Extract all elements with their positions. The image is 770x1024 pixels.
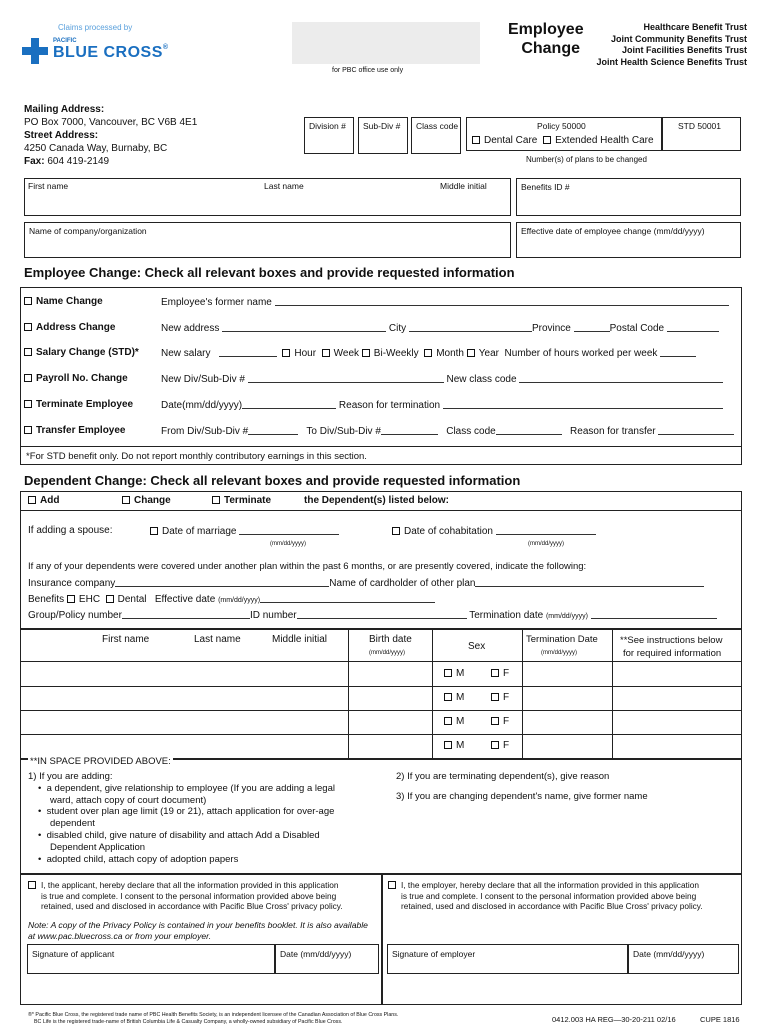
marriage-input[interactable] xyxy=(239,525,339,535)
male-checkbox[interactable] xyxy=(444,693,452,701)
payroll-change-row xyxy=(24,373,517,385)
transfer-class-label: Class code xyxy=(446,426,496,437)
from-div-input[interactable] xyxy=(248,425,298,435)
table-col-line xyxy=(432,629,433,759)
instruction-bullet: • disabled child, give nature of disability and attach Add a Disabled xyxy=(38,829,320,841)
terminate-checkbox[interactable] xyxy=(212,496,220,504)
other-term-fmt: (mm/dd/yyyy) xyxy=(545,613,588,620)
name-change-checkbox[interactable] xyxy=(24,297,32,305)
division-box[interactable] xyxy=(304,117,354,154)
cross-icon xyxy=(22,38,48,64)
col-birth-date-fmt: (mm/dd/yyyy) xyxy=(369,650,405,656)
term-date-input[interactable] xyxy=(242,399,336,409)
transfer-class-input[interactable] xyxy=(496,425,562,435)
female-label: F xyxy=(503,716,510,727)
reason-transfer-input[interactable] xyxy=(658,425,734,435)
col-sex: Sex xyxy=(468,641,486,652)
table-row-line xyxy=(20,661,742,662)
salary-change-checkbox[interactable] xyxy=(24,348,32,356)
year-label: Year xyxy=(478,348,499,359)
brand-name: BLUE CROSS xyxy=(53,44,163,61)
terminate-label: Terminate xyxy=(224,495,272,506)
fax-value: 604 419-2149 xyxy=(47,156,110,167)
new-class-input[interactable] xyxy=(519,373,723,383)
employer-declaration-line: is true and complete. I consent to the personal information provided above being xyxy=(401,890,697,901)
new-salary-label: New salary xyxy=(161,348,211,359)
instruction-bullet: • a dependent, give relationship to employee (If you are adding a legal xyxy=(38,782,335,794)
division-label: Division # xyxy=(309,121,346,131)
marriage-date-fmt: (mm/dd/yyyy) xyxy=(270,541,306,547)
table-col-line xyxy=(522,629,523,759)
employee-change-heading: Employee Change: Check all relevant boxes and provide requested information xyxy=(24,265,515,280)
other-dental-checkbox[interactable] xyxy=(106,595,114,603)
change-label: Change xyxy=(134,495,171,506)
col-termination-date-fmt: (mm/dd/yyyy) xyxy=(541,650,577,656)
other-ehc-checkbox[interactable] xyxy=(67,595,75,603)
female-label: F xyxy=(503,668,510,679)
new-address-input[interactable] xyxy=(222,322,386,332)
insurance-label: Insurance company xyxy=(28,578,116,589)
transfer-employee-checkbox[interactable] xyxy=(24,426,32,434)
biweekly-label: Bi-Weekly xyxy=(373,348,419,359)
name-change-row xyxy=(24,296,272,308)
salary-change-row xyxy=(24,347,658,359)
terminate-employee-checkbox[interactable] xyxy=(24,400,32,408)
company-box[interactable] xyxy=(24,222,511,258)
benefits-row xyxy=(28,593,435,605)
female-checkbox[interactable] xyxy=(491,693,499,701)
hour-label: Hour xyxy=(294,348,317,359)
applicant-declaration-line: I, the applicant, hereby declare that all the information provided in this application xyxy=(41,880,339,890)
new-class-label: New class code xyxy=(446,374,517,385)
month-checkbox[interactable] xyxy=(424,349,432,357)
ehc-checkbox[interactable] xyxy=(543,136,551,144)
change-checkbox[interactable] xyxy=(122,496,130,504)
cohabitation-date-fmt: (mm/dd/yyyy) xyxy=(528,541,564,547)
instruction-bullet-cont: ward, attach copy of court document) xyxy=(50,794,207,806)
employer-date-label: Date (mm/dd/yyyy) xyxy=(633,949,705,959)
employer-signature-label: Signature of employer xyxy=(392,949,476,959)
transfer-group xyxy=(161,425,734,437)
company-label: Name of company/organization xyxy=(29,226,147,236)
city-input[interactable] xyxy=(409,322,532,332)
id-number-input[interactable] xyxy=(297,609,467,619)
applicant-declaration xyxy=(28,880,343,912)
fax-label: Fax: xyxy=(24,156,45,167)
applicant-signature-label: Signature of applicant xyxy=(32,949,115,959)
reason-term-label: Reason for termination xyxy=(338,400,441,411)
address-change-label: Address Change xyxy=(36,322,116,333)
hour-checkbox[interactable] xyxy=(282,349,290,357)
mailing-value: PO Box 7000, Vancouver, BC V6B 4E1 xyxy=(24,117,198,128)
group-label: Group/Policy number xyxy=(28,610,122,621)
transfer-employee-row xyxy=(24,425,656,437)
std-note: *For STD benefit only. Do not report monthly contributory earnings in this section. xyxy=(26,451,367,462)
std-note-divider xyxy=(20,446,742,447)
biweekly-checkbox[interactable] xyxy=(362,349,370,357)
plan-options xyxy=(472,135,654,146)
form-title xyxy=(508,20,584,58)
new-salary-input[interactable] xyxy=(219,347,277,357)
col-last-name: Last name xyxy=(194,634,241,645)
city-label: City xyxy=(388,323,407,334)
applicant-signature-box[interactable] xyxy=(27,944,275,974)
std-label: STD 50001 xyxy=(678,121,721,131)
see-instructions-line-2: for required information xyxy=(623,648,722,659)
subdiv-label: Sub-Div # xyxy=(363,121,401,131)
applicant-declaration-checkbox[interactable] xyxy=(28,881,36,889)
office-use-box xyxy=(292,22,480,64)
salary-change-label: Salary Change (STD)* xyxy=(36,347,139,358)
female-checkbox[interactable] xyxy=(491,669,499,677)
dependent-action-row xyxy=(28,495,450,506)
table-col-line xyxy=(348,629,349,759)
effective-date-label: Effective date of employee change (mm/dd/yyyy) xyxy=(521,226,705,236)
to-div-input[interactable] xyxy=(381,425,438,435)
trust-item: Healthcare Benefit Trust xyxy=(643,22,747,32)
cupe-code: CUPE 1816 xyxy=(700,1015,740,1024)
address-group xyxy=(161,322,719,334)
address-change-checkbox[interactable] xyxy=(24,323,32,331)
female-label: F xyxy=(503,692,510,703)
cohabitation-group xyxy=(392,525,596,537)
address-block xyxy=(24,103,197,168)
cohabitation-input[interactable] xyxy=(496,525,596,535)
terminate-employee-row xyxy=(24,399,441,411)
former-name-group xyxy=(161,296,729,308)
form-title-line-2: Change xyxy=(521,40,580,57)
middle-initial-label[interactable]: Middle initial xyxy=(440,181,487,191)
action-row-divider xyxy=(20,510,742,511)
from-div-label: From Div/Sub-Div # xyxy=(161,426,249,437)
footer-line: BC Life is the registered trade-name of British Columbia Life & Casualty Company, a wholly-owned subsidiary of Pacific Blue Cross. xyxy=(34,1019,343,1024)
group-row xyxy=(28,609,717,621)
class-code-box[interactable] xyxy=(411,117,461,154)
spouse-label: If adding a spouse: xyxy=(28,525,113,536)
std-box[interactable] xyxy=(662,117,741,151)
brand-mark: ® xyxy=(162,44,169,51)
female-checkbox[interactable] xyxy=(491,717,499,725)
applicant-declaration-line: is true and complete. I consent to the personal information provided above being xyxy=(41,890,337,901)
male-label: M xyxy=(456,716,465,727)
form-title-line-1: Employee xyxy=(508,21,584,38)
fax-line xyxy=(24,155,197,168)
name-change-label: Name Change xyxy=(36,296,103,307)
reason-term-input[interactable] xyxy=(443,399,723,409)
policy-label: Policy 50000 xyxy=(537,121,586,131)
male-checkbox[interactable] xyxy=(444,717,452,725)
term-date-label: Date(mm/dd/yyyy) xyxy=(161,400,243,411)
privacy-note-line: at www.pac.bluecross.ca or from your employer. xyxy=(28,931,212,941)
sex-options-row-2 xyxy=(444,692,510,703)
trust-item: Joint Community Benefits Trust xyxy=(610,33,747,44)
effective-date-box[interactable] xyxy=(516,222,741,258)
insurance-input[interactable] xyxy=(115,577,329,587)
male-label: M xyxy=(456,692,465,703)
salary-group xyxy=(161,347,696,359)
footer-legal xyxy=(28,1012,398,1024)
applicant-date-box[interactable] xyxy=(275,944,379,974)
change-option xyxy=(122,495,171,506)
applicant-declaration-line: retained, used and disclosed in accordance with Pacific Blue Cross' privacy policy. xyxy=(41,901,343,911)
new-address-label: New address xyxy=(161,323,220,334)
year-checkbox[interactable] xyxy=(467,349,475,357)
male-checkbox[interactable] xyxy=(444,741,452,749)
privacy-note xyxy=(28,920,368,942)
claims-processed-by: Claims processed by xyxy=(58,23,133,32)
week-label: Week xyxy=(333,348,360,359)
benefits-label: Benefits xyxy=(28,594,65,605)
marriage-checkbox[interactable] xyxy=(150,527,158,535)
province-input[interactable] xyxy=(574,322,610,332)
instruction-bullet: • adopted child, attach copy of adoption papers xyxy=(38,853,239,865)
province-label: Province xyxy=(531,323,571,334)
table-col-line xyxy=(612,629,613,759)
hours-worked-input[interactable] xyxy=(660,347,696,357)
new-div-label: New Div/Sub-Div # xyxy=(161,374,245,385)
reason-transfer-label: Reason for transfer xyxy=(570,426,656,437)
other-effective-label: Effective date xyxy=(154,594,216,605)
terminate-group xyxy=(161,399,723,411)
employer-declaration-line: I, the employer, hereby declare that all the information provided in this application xyxy=(401,880,699,890)
cardholder-input[interactable] xyxy=(475,577,704,587)
benefits-id-box[interactable] xyxy=(516,178,741,216)
sex-options-row-4 xyxy=(444,740,510,751)
add-checkbox[interactable] xyxy=(28,496,36,504)
trust-item: Joint Facilities Benefits Trust xyxy=(621,45,747,55)
applicant-date-label: Date (mm/dd/yyyy) xyxy=(280,949,352,959)
listed-below-label: the Dependent(s) listed below: xyxy=(304,495,450,506)
policy-box xyxy=(466,117,662,151)
postal-code-label: Postal Code xyxy=(609,323,665,334)
marriage-group xyxy=(150,525,339,537)
first-name-label[interactable]: First name xyxy=(28,181,69,191)
week-checkbox[interactable] xyxy=(322,349,330,357)
marriage-label: Date of marriage xyxy=(162,526,237,537)
col-termination-date: Termination Date xyxy=(526,634,598,645)
last-name-label[interactable]: Last name xyxy=(264,181,304,191)
blue-cross-logo xyxy=(22,37,202,67)
payroll-change-checkbox[interactable] xyxy=(24,374,32,382)
cohabitation-checkbox[interactable] xyxy=(392,527,400,535)
payroll-group xyxy=(161,373,723,385)
table-row-line xyxy=(20,710,742,711)
street-label: Street Address: xyxy=(24,130,99,141)
employer-declaration-checkbox[interactable] xyxy=(388,881,396,889)
former-name-label: Employee's former name xyxy=(161,297,272,308)
other-ehc-label: EHC xyxy=(78,594,101,605)
other-dental-label: Dental xyxy=(117,594,147,605)
terminate-employee-label: Terminate Employee xyxy=(36,399,134,410)
col-middle-initial: Middle initial xyxy=(272,634,328,645)
female-checkbox[interactable] xyxy=(491,741,499,749)
female-option xyxy=(491,716,509,727)
cohabitation-label: Date of cohabitation xyxy=(404,526,493,537)
changing-instruction: 3) If you are changing dependent's name, give former name xyxy=(396,791,648,802)
former-name-input[interactable] xyxy=(275,296,729,306)
terminating-instruction: 2) If you are terminating dependent(s), give reason xyxy=(396,771,610,782)
instructions-left xyxy=(28,771,335,865)
dental-label: Dental Care xyxy=(484,135,538,146)
insurance-row xyxy=(28,577,704,589)
plans-changed-label: Number(s) of plans to be changed xyxy=(526,155,647,164)
transfer-employee-label: Transfer Employee xyxy=(36,425,126,436)
trust-list xyxy=(585,22,747,68)
col-birth-date: Birth date xyxy=(369,634,412,645)
id-number-label: ID number xyxy=(249,610,297,621)
see-instructions-line-1: **See instructions below xyxy=(620,635,723,646)
col-see-instructions xyxy=(620,634,722,660)
other-term-label: Termination date xyxy=(469,610,544,621)
benefits-id-label: Benefits ID # xyxy=(521,182,570,192)
female-option xyxy=(491,740,509,751)
employer-date-box[interactable] xyxy=(628,944,739,974)
other-term-input[interactable] xyxy=(591,609,717,619)
ehc-label: Extended Health Care xyxy=(555,135,654,146)
dental-checkbox[interactable] xyxy=(472,136,480,144)
mailing-label: Mailing Address: xyxy=(24,104,105,115)
table-row-line xyxy=(20,686,742,687)
male-label: M xyxy=(456,740,465,751)
brand-small: PACIFIC xyxy=(53,38,77,44)
other-effective-input[interactable] xyxy=(260,593,435,603)
employer-signature-box[interactable] xyxy=(387,944,628,974)
trust-item: Joint Health Science Benefits Trust xyxy=(596,56,747,67)
cardholder-label: Name of cardholder of other plan xyxy=(329,578,476,589)
month-label: Month xyxy=(436,348,464,359)
class-code-label: Class code xyxy=(416,121,459,131)
table-row-line xyxy=(20,734,742,735)
male-checkbox[interactable] xyxy=(444,669,452,677)
footer-line: ®* Pacific Blue Cross, the registered trade name of PBC Health Benefits Society, is an independent licensee of the Canadian Association of Blue Cross Plans. xyxy=(28,1012,399,1018)
instructions-heading: **IN SPACE PROVIDED ABOVE: xyxy=(30,756,171,767)
privacy-note-line: Note: A copy of the Privacy Policy is contained in your benefits booklet. It is also available xyxy=(28,920,368,930)
instruction-bullet-cont: dependent xyxy=(50,818,95,830)
group-input[interactable] xyxy=(122,609,250,619)
subdiv-box[interactable] xyxy=(358,117,408,154)
employer-declaration xyxy=(388,880,703,912)
female-label: F xyxy=(503,740,510,751)
female-option xyxy=(491,692,509,703)
new-div-input[interactable] xyxy=(248,373,444,383)
hours-worked-label: Number of hours worked per week xyxy=(504,348,658,359)
payroll-change-label: Payroll No. Change xyxy=(36,373,128,384)
brand-big xyxy=(53,44,169,62)
sex-options-row-3 xyxy=(444,716,510,727)
dependent-change-heading: Dependent Change: Check all relevant boxes and provide requested information xyxy=(24,473,521,488)
female-option xyxy=(491,668,509,679)
office-use-label: for PBC office use only xyxy=(332,67,404,74)
employer-declaration-line: retained, used and disclosed in accordance with Pacific Blue Cross' privacy policy. xyxy=(401,901,703,911)
to-div-label: To Div/Sub-Div # xyxy=(306,426,381,437)
add-label: Add xyxy=(40,495,60,506)
sex-options-row-1 xyxy=(444,668,510,679)
street-value: 4250 Canada Way, Burnaby, BC xyxy=(24,143,168,154)
terminate-option xyxy=(212,495,271,506)
postal-code-input[interactable] xyxy=(667,322,719,332)
instruction-bullet-cont: Dependent Application xyxy=(50,841,146,853)
male-label: M xyxy=(456,668,465,679)
other-effective-fmt: (mm/dd/yyyy) xyxy=(218,597,261,604)
covered-text: If any of your dependents were covered under another plan within the past 6 months, or are presently covered, indicate the following: xyxy=(28,561,587,572)
col-first-name: First name xyxy=(102,634,150,645)
address-change-row xyxy=(24,322,665,334)
instruction-bullet: • student over plan age limit (19 or 21), attach application for over-age xyxy=(38,806,335,818)
adding-label: 1) If you are adding: xyxy=(28,771,113,782)
form-code: 0412.003 HA REG—30-20-211 02/16 xyxy=(552,1015,676,1024)
